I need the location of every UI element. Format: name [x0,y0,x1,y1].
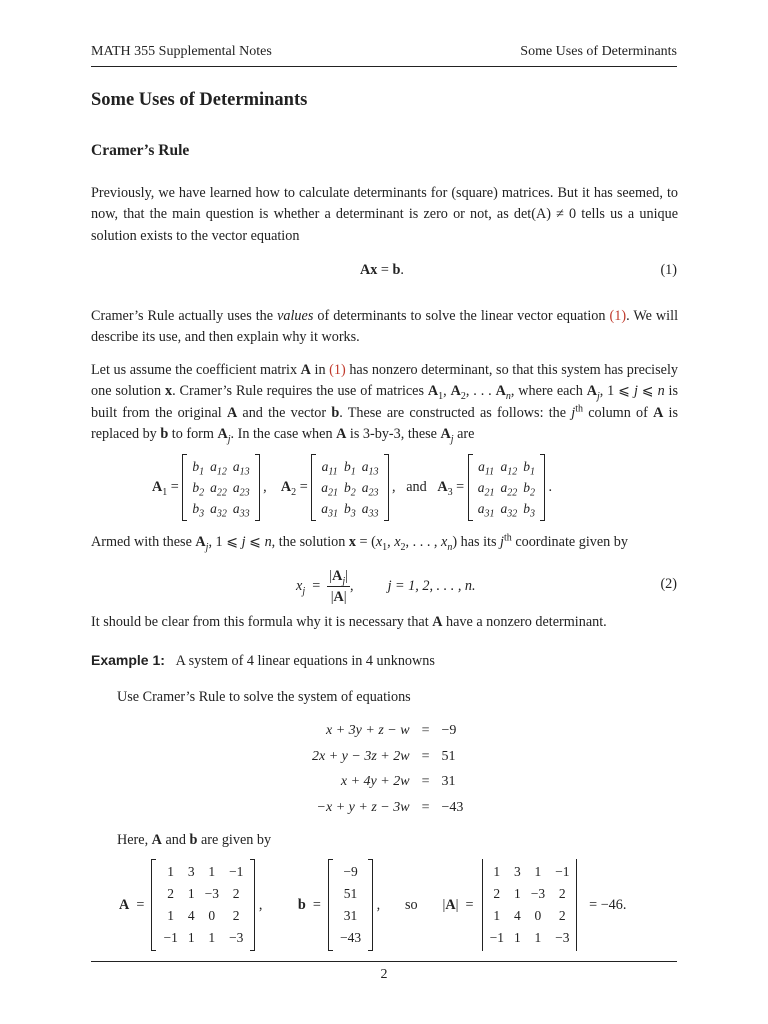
example-instruction: Use Cramer’s Rule to solve the system of equations [117,689,411,705]
equation-system [306,718,469,820]
system-row: 2x + y − 3z + 2w = 51 [312,748,456,764]
matrix-A2: $a_{11}$ $b_1$ $a_{13}$ $a_{21}$ $b_2$ $a_{23}$ $a_{31}$ $b_3$ $a_{33}$ [311,454,388,521]
given-text: Here, A and b are given by [117,832,272,848]
intro-paragraph: Previously, we have learned how to calculate determinants for (square) matrices. But it has seemed, to now, that the main question is whether a determinant is zero or not, as det(A) ≠ 0 tells us a unique solution exists to the vector equation [91,185,678,244]
header-rule [91,66,677,67]
determinant-A: 1 3 1 −1 2 1 −3 2 1 4 0 2 −1 1 1 −3 [481,859,579,951]
matrix-A1: $b_1$ $a_{12}$ $a_{13}$ $b_2$ $a_{22}$ $a_{23}$ $b_3$ $a_{32}$ $a_{33}$ [182,454,259,521]
equation-ref[interactable]: (1) [609,308,627,324]
vector-b: −9 51 31 −43 [328,859,373,951]
running-header-right: Some Uses of Determinants [520,44,677,59]
system-row: x + 3y + z − w = −9 [326,723,457,738]
matrix-A3: $a_{11}$ $a_{12}$ $b_1$ $a_{21}$ $a_{22}$ $b_2$ $a_{31}$ $a_{32}$ $b_3$ [468,454,545,521]
system-row: −x + y + z − 3w = −43 [316,799,464,815]
equation-1-label: (1) [660,262,677,278]
nonzero-paragraph: It should be clear from this formula why it is necessary that A have a nonzero determinant. [91,614,607,630]
aj-matrices-display: $A_1$ = $b_1$ $a_{12}$ $a_{13}$ $b_2$ $a_{22}$ $a_{23}$ $b_3$ $a_{32}$ $a_{33}$ , $A_2$ = $a_{11}$ $b_1$ $a_{13}$ $a_{21}$ $b_2$ $a_{23}$ $a_{31}$ $b_3$ $a_{33}$ , and $A_3$ = $a_{11}$ $a_{12}$ $b_1$ $a_{21}$ $a_{22}$ $b_2$ $a_{31}$ $a_{32}$ $b_3$ . [152,455,552,520]
equation-ref[interactable]: (1) [329,362,346,378]
running-header-left: MATH 355 Supplemental Notes [91,44,272,59]
footer-rule [91,961,677,962]
system-row: x + 4y + 2w = 31 [340,774,456,790]
matrix-A: 1 3 1 −1 2 1 −3 2 1 4 0 2 −1 1 1 −3 [151,859,255,951]
construction-paragraph: Let us assume the coefficient matrix A in (1) has nonzero determinant, so that this system has precisely one solution x. Cramer’s Rule requires the use of matrices $A_1$, $A_2$, . . . $A_n$, where each $A_j$, 1 ⩽ j ⩽ n is built from the original A and the vector b. These are constructed as follows: the $j^{th}$ column of A is replaced by b to form $A_j$. In the case when A is 3-by-3, these $A_j$ are [91,362,679,446]
equation-2-label: (2) [660,576,677,592]
page-number: 2 [380,967,388,982]
solution-paragraph: Armed with these $A_j$, 1 ⩽ j ⩽ n, the solution $x = (x_1$, $x_2$, . . . , $x_n$) has its $j^{th}$ coordinate given by [91,532,628,553]
example-matrices-display: A = 1 3 1 −1 2 1 −3 2 1 4 0 2 −1 1 1 −3 , b = −9 51 31 −43 , so | A | = 1 3 1 −1 2 1 −3 2 1 4 0 2 −1 1 1 −3 = −46. [119,860,626,950]
equation-1: Ax = b. [360,262,404,278]
section-heading: Cramer’s Rule [91,142,190,159]
page-title: Some Uses of Determinants [91,90,308,110]
values-paragraph: Cramer’s Rule actually uses the values of determinants to solve the linear vector equation (1). We will describe its use, and then explain why it works. [91,308,679,346]
equation-2: $x_j$ = $\frac{|A_j|}{|A|}$ , j = 1, 2, . . . , n. [296,567,476,605]
example-heading: Example 1: A system of 4 linear equations in 4 unknowns [91,652,435,669]
determinant-value: = −46. [589,896,627,913]
